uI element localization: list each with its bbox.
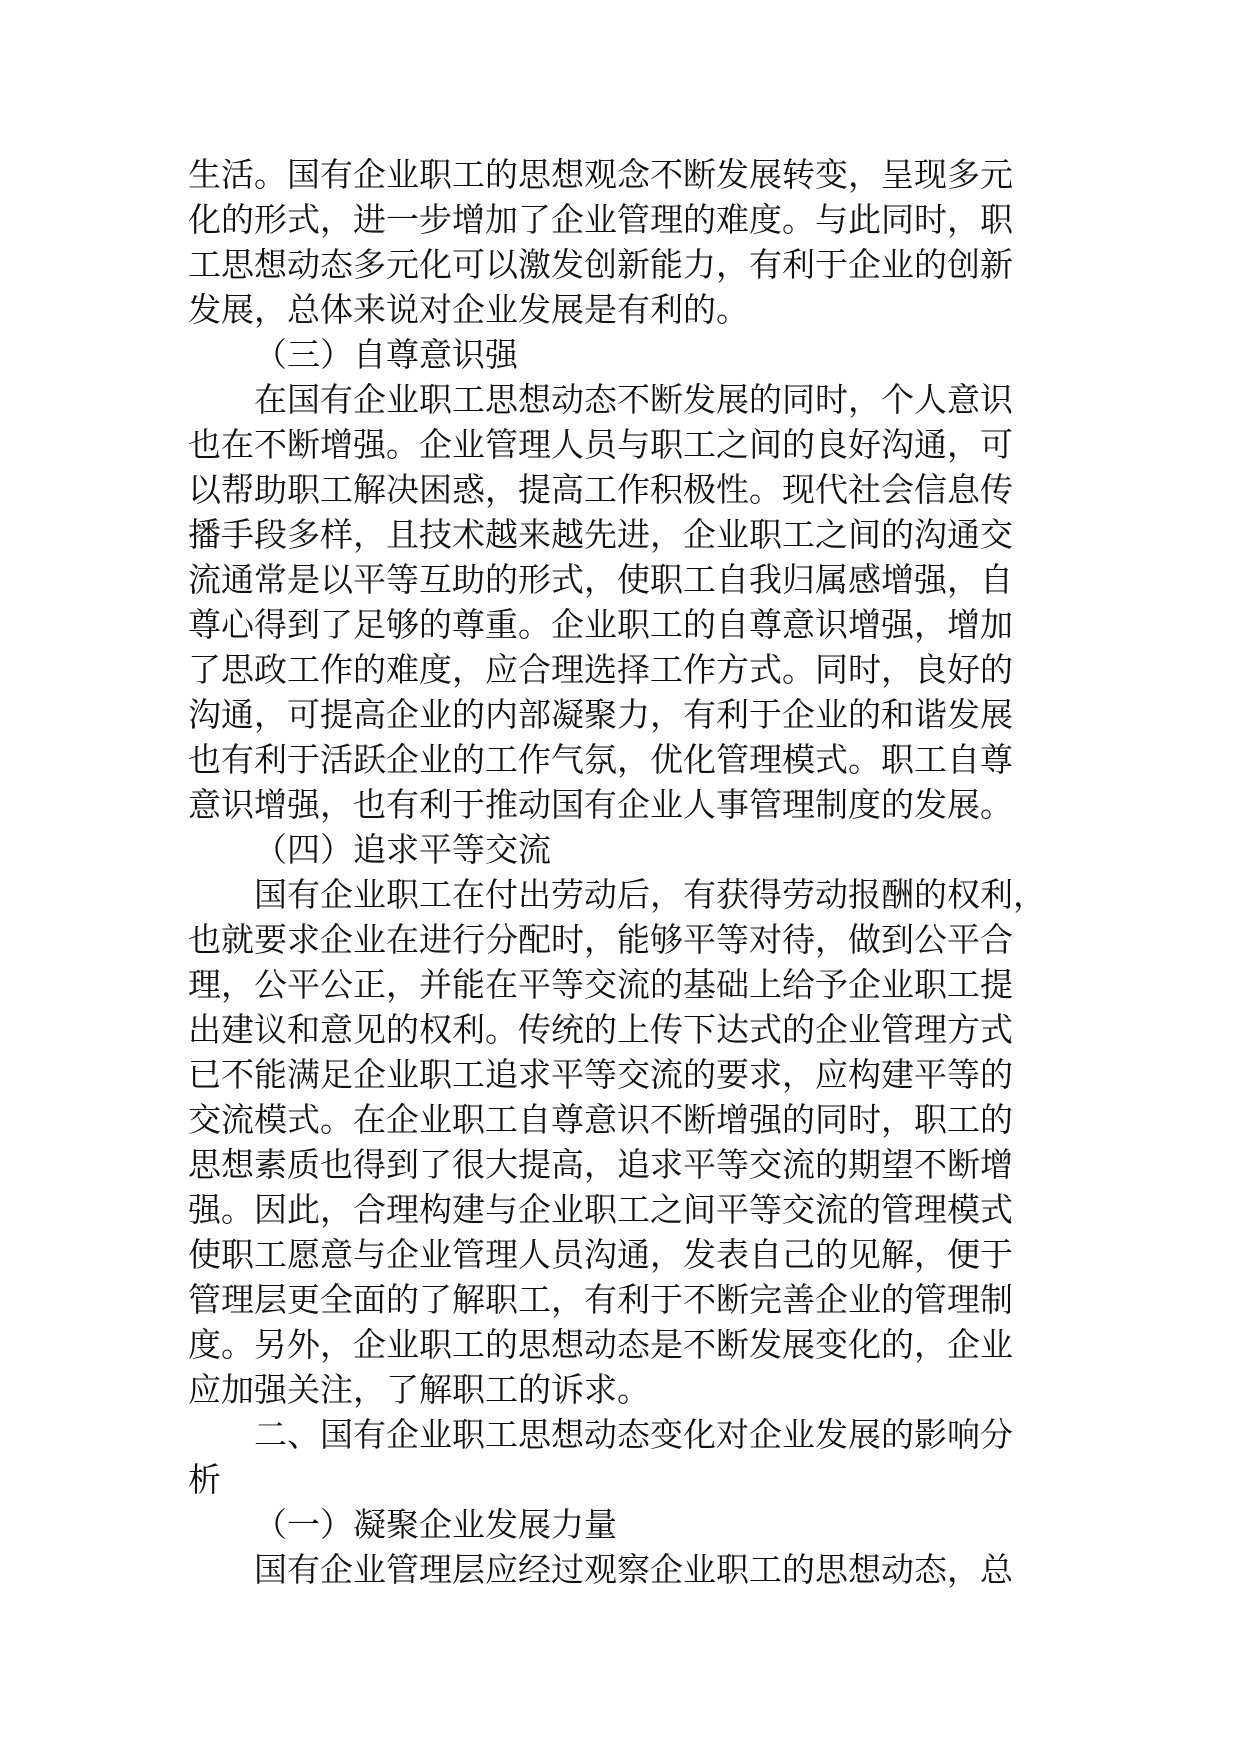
text-line: 国有企业职工在付出劳动后，有获得劳动报酬的权利， [254,875,1046,914]
text-line: 了思政工作的难度，应合理选择工作方式。同时，良好的 [188,650,1013,689]
text-line: 管理层更全面的了解职工，有利于不断完善企业的管理制 [188,1280,1013,1319]
text-line: 也就要求企业在进行分配时，能够平等对待，做到公平合 [188,920,1013,959]
text-line: 出建议和意见的权利。传统的上传下达式的企业管理方式 [188,1010,1013,1049]
text-line: 化的形式，进一步增加了企业管理的难度。与此同时，职 [188,200,1013,239]
text-line: 在国有企业职工思想动态不断发展的同时，个人意识 [254,380,1013,419]
text-line: 尊心得到了足够的尊重。企业职工的自尊意识增强，增加 [188,605,1013,644]
text-line: 二、国有企业职工思想动态变化对企业发展的影响分 [254,1415,1013,1454]
text-line: 流通常是以平等互助的形式，使职工自我归属感增强，自 [188,560,1013,599]
text-line: 沟通，可提高企业的内部凝聚力，有利于企业的和谐发展 [188,695,1013,734]
text-line: 析 [188,1460,221,1499]
text-line: 意识增强，也有利于推动国有企业人事管理制度的发展。 [188,785,1013,824]
text-line: 理，公平公正，并能在平等交流的基础上给予企业职工提 [188,965,1013,1004]
text-line: 也有利于活跃企业的工作气氛，优化管理模式。职工自尊 [188,740,1013,779]
text-line: （四）追求平等交流 [254,830,551,869]
text-line: （三）自尊意识强 [254,335,518,374]
text-line: 生活。国有企业职工的思想观念不断发展转变，呈现多元 [188,155,1013,194]
text-line: （一）凝聚企业发展力量 [254,1505,617,1544]
text-line: 国有企业管理层应经过观察企业职工的思想动态，总 [254,1550,1013,1589]
document-body [188,152,1068,1592]
text-line: 工思想动态多元化可以激发创新能力，有利于企业的创新 [188,245,1013,284]
text-line: 播手段多样，且技术越来越先进，企业职工之间的沟通交 [188,515,1013,554]
text-line: 以帮助职工解决困惑，提高工作积极性。现代社会信息传 [188,470,1013,509]
text-line: 发展，总体来说对企业发展是有利的。 [188,290,749,329]
text-line: 也在不断增强。企业管理人员与职工之间的良好沟通，可 [188,425,1013,464]
text-line: 思想素质也得到了很大提高，追求平等交流的期望不断增 [188,1145,1013,1184]
text-line: 强。因此，合理构建与企业职工之间平等交流的管理模式 [188,1190,1013,1229]
text-line: 使职工愿意与企业管理人员沟通，发表自己的见解，便于 [188,1235,1013,1274]
text-line: 度。另外，企业职工的思想动态是不断发展变化的，企业 [188,1325,1013,1364]
text-line: 已不能满足企业职工追求平等交流的要求，应构建平等的 [188,1055,1013,1094]
text-line: 交流模式。在企业职工自尊意识不断增强的同时，职工的 [188,1100,1013,1139]
text-line: 应加强关注，了解职工的诉求。 [188,1370,650,1409]
